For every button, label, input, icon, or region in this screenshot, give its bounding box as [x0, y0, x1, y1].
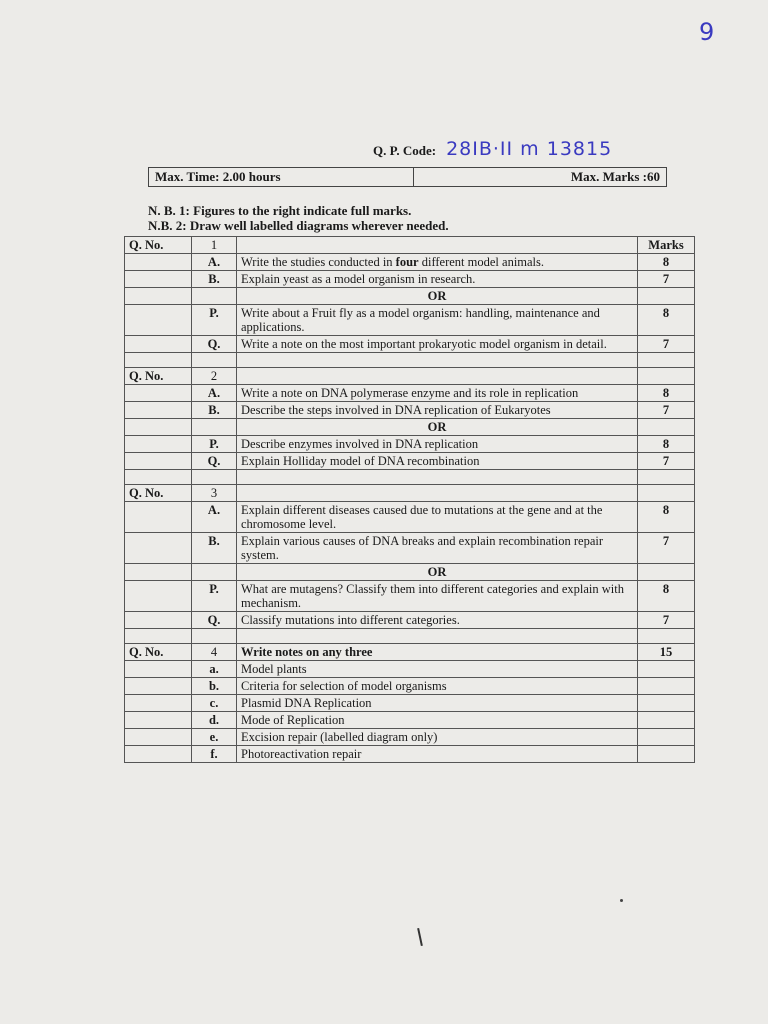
question-table	[124, 236, 695, 763]
question-text: Explain different diseases caused due to mutations at the gene and at the chromosome level.	[237, 502, 638, 533]
question-text: Write a note on DNA polymerase enzyme and its role in replication	[237, 385, 638, 402]
question-text: Write the studies conducted in four different model animals.	[237, 254, 638, 271]
question-marks: 8	[638, 581, 695, 612]
question-text: Describe the steps involved in DNA replication of Eukaryotes	[237, 402, 638, 419]
qno-label: Q. No.	[125, 368, 192, 385]
question-text: Write a note on the most important prokaryotic model organism in detail.	[237, 336, 638, 353]
question-text: Excision repair (labelled diagram only)	[237, 729, 638, 746]
question-letter: c.	[192, 695, 237, 712]
or-label: OR	[237, 564, 638, 581]
qno-label: Q. No.	[125, 644, 192, 661]
max-marks: Max. Marks :60	[570, 169, 660, 184]
question-letter: P.	[192, 305, 237, 336]
question-text: Criteria for selection of model organisms	[237, 678, 638, 695]
question-letter: A.	[192, 502, 237, 533]
question-heading: Write notes on any three	[237, 644, 638, 661]
question-marks: 8	[638, 254, 695, 271]
question-text: Describe enzymes involved in DNA replication	[237, 436, 638, 453]
question-text: Explain Holliday model of DNA recombination	[237, 453, 638, 470]
table-row	[125, 436, 695, 453]
question-number: 2	[192, 368, 237, 385]
question-marks: 7	[638, 336, 695, 353]
table-row	[125, 271, 695, 288]
table-row	[125, 502, 695, 533]
question-letter: A.	[192, 254, 237, 271]
question-number: 4	[192, 644, 237, 661]
table-row	[125, 453, 695, 470]
question-letter: d.	[192, 712, 237, 729]
question-number: 1	[192, 237, 237, 254]
note-2: N.B. 2: Draw well labelled diagrams wherever needed.	[148, 218, 449, 233]
table-row	[125, 612, 695, 629]
question-letter: P.	[192, 436, 237, 453]
note-1: N. B. 1: Figures to the right indicate full marks.	[148, 203, 412, 218]
table-row	[125, 729, 695, 746]
question-marks: 7	[638, 533, 695, 564]
question-text: Plasmid DNA Replication	[237, 695, 638, 712]
qno-label: Q. No.	[125, 237, 192, 254]
question-text: Model plants	[237, 661, 638, 678]
question-number: 3	[192, 485, 237, 502]
question-header-row	[125, 485, 695, 502]
dot-mark	[620, 899, 623, 902]
marks-header: Marks	[638, 237, 695, 254]
or-row	[125, 419, 695, 436]
question-text: Mode of Replication	[237, 712, 638, 729]
spacer-row	[125, 629, 695, 644]
spacer-row	[125, 353, 695, 368]
table-row	[125, 402, 695, 419]
qp-code-value: 28IB·II m 13815	[446, 138, 613, 160]
question-letter: b.	[192, 678, 237, 695]
table-row	[125, 661, 695, 678]
question-text: Explain yeast as a model organism in research.	[237, 271, 638, 288]
table-row	[125, 533, 695, 564]
table-row	[125, 712, 695, 729]
table-row	[125, 385, 695, 402]
question-letter: a.	[192, 661, 237, 678]
question-letter: P.	[192, 581, 237, 612]
question-marks: 7	[638, 402, 695, 419]
question-marks: 8	[638, 502, 695, 533]
question-marks: 8	[638, 305, 695, 336]
table-row	[125, 678, 695, 695]
or-row	[125, 288, 695, 305]
question-letter: A.	[192, 385, 237, 402]
question-letter: Q.	[192, 612, 237, 629]
table-row	[125, 254, 695, 271]
table-row	[125, 305, 695, 336]
question-letter: Q.	[192, 336, 237, 353]
spacer-row	[125, 470, 695, 485]
question-text: Write about a Fruit fly as a model organism: handling, maintenance and applications.	[237, 305, 638, 336]
question-marks: 15	[638, 644, 695, 661]
question-letter: f.	[192, 746, 237, 763]
question-letter: B.	[192, 271, 237, 288]
table-row	[125, 336, 695, 353]
question-marks: 8	[638, 436, 695, 453]
question-text: What are mutagens? Classify them into different categories and explain with mechanism.	[237, 581, 638, 612]
question-text: Explain various causes of DNA breaks and explain recombination repair system.	[237, 533, 638, 564]
pen-mark	[417, 928, 423, 946]
qno-label: Q. No.	[125, 485, 192, 502]
question-marks: 7	[638, 271, 695, 288]
max-time: Max. Time: 2.00 hours	[149, 168, 414, 186]
or-label: OR	[237, 419, 638, 436]
qp-code	[373, 138, 612, 160]
page-number: 9	[699, 18, 715, 46]
question-header-row	[125, 237, 695, 254]
question-text: Photoreactivation repair	[237, 746, 638, 763]
question-letter: Q.	[192, 453, 237, 470]
question-letter: B.	[192, 533, 237, 564]
instructions	[148, 203, 449, 233]
question-text: Classify mutations into different categories.	[237, 612, 638, 629]
question-letter: e.	[192, 729, 237, 746]
question-marks: 7	[638, 453, 695, 470]
question-header-row	[125, 368, 695, 385]
table-row	[125, 581, 695, 612]
question-marks: 7	[638, 612, 695, 629]
table-row	[125, 695, 695, 712]
question-letter: B.	[192, 402, 237, 419]
qp-code-label: Q. P. Code:	[373, 143, 437, 158]
or-label: OR	[237, 288, 638, 305]
table-row	[125, 746, 695, 763]
or-row	[125, 564, 695, 581]
question-marks: 8	[638, 385, 695, 402]
question-header-row	[125, 644, 695, 661]
time-marks-box	[148, 167, 667, 187]
